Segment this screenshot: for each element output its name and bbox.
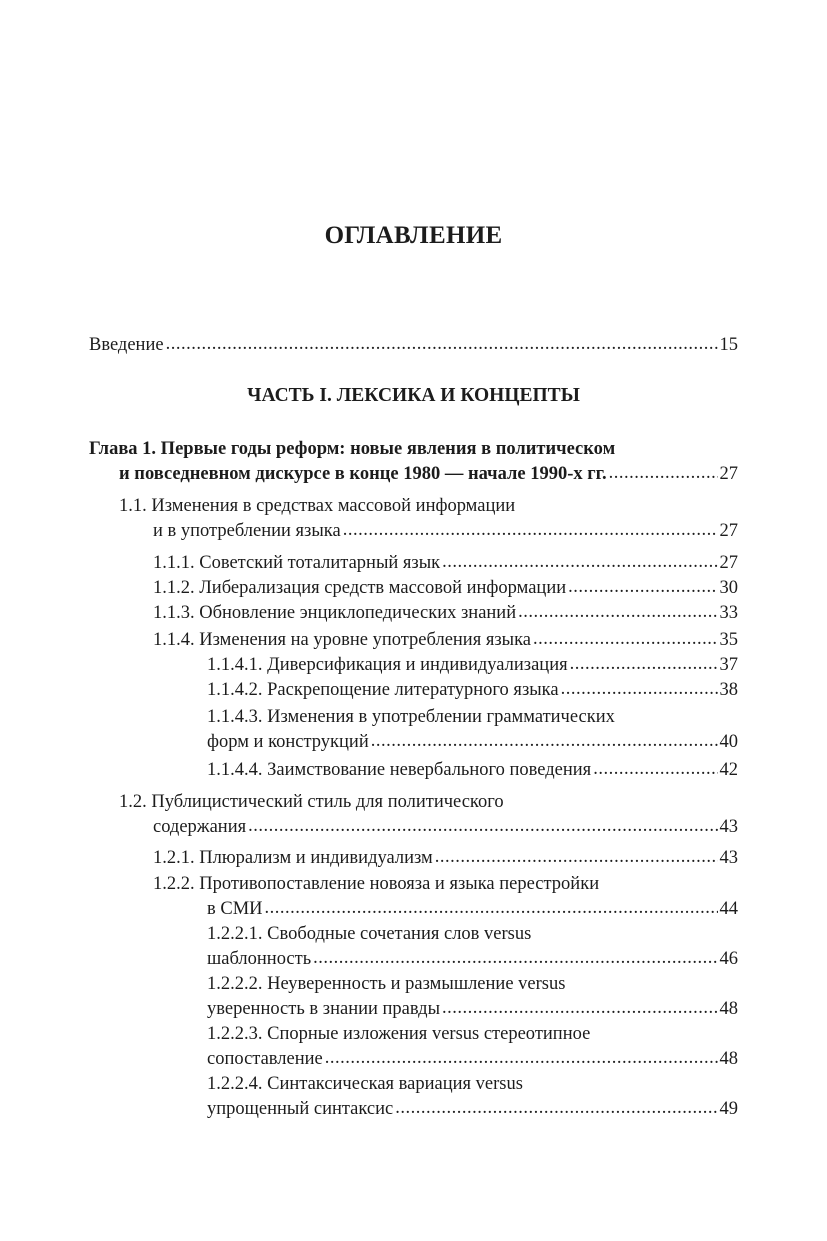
toc-entry-title: 1.1.1. Советский тоталитарный язык	[153, 553, 441, 573]
toc-entry-title-line-2: уверенность в знании правды	[207, 999, 441, 1019]
dot-leader	[435, 845, 718, 870]
dot-leader	[325, 1046, 718, 1071]
toc-entry-1-2-2-2-line-1: 1.2.2.2. Неуверенность и размышление versus	[207, 974, 566, 994]
dot-leader	[166, 332, 718, 357]
toc-entry-1-2-2-1	[207, 947, 738, 972]
toc-page-number: 15	[719, 335, 738, 355]
toc-page-number: 42	[719, 760, 738, 780]
toc-entry-1-1-1	[153, 551, 738, 576]
toc-page-number: 44	[719, 899, 738, 919]
toc-entry-1-2-2	[207, 897, 738, 922]
toc-entry-section-1-1	[153, 519, 738, 544]
dot-leader	[593, 757, 717, 782]
toc-page-number: 37	[719, 655, 738, 675]
toc-page-number: 30	[719, 578, 738, 598]
toc-page-number: 27	[719, 553, 738, 573]
toc-entry-1-2-2-3	[207, 1047, 738, 1072]
toc-entry-1-1-2	[153, 576, 738, 601]
toc-entry-title: 1.1.4. Изменения на уровне употребления языка	[153, 630, 532, 650]
toc-entry-intro	[89, 333, 738, 358]
toc-entry-1-1-4-1	[207, 653, 738, 678]
dot-leader	[561, 677, 718, 702]
dot-leader	[442, 996, 717, 1021]
toc-entry-title-line-2: шаблонность	[207, 949, 312, 969]
section-1-2-title-line-2: содержания	[153, 817, 247, 837]
dot-leader	[533, 627, 717, 652]
chapter-1-title-line-1: Глава 1. Первые годы реформ: новые явления в политическом	[89, 439, 616, 459]
toc-entry-title-line-2: сопоставление	[207, 1049, 323, 1069]
dot-leader	[609, 461, 718, 486]
section-1-2-title-line-1: 1.2. Публицистический стиль для политического	[119, 792, 504, 812]
dot-leader	[371, 729, 718, 754]
toc-page-number: 38	[719, 680, 738, 700]
dot-leader	[265, 896, 718, 921]
toc-page-number: 49	[719, 1099, 738, 1119]
toc-page-number: 48	[719, 999, 738, 1019]
toc-entry-1-1-4-3	[207, 730, 738, 755]
dot-leader	[248, 814, 717, 839]
part-heading: ЧАСТЬ I. ЛЕКСИКА И КОНЦЕПТЫ	[247, 385, 580, 406]
dot-leader	[442, 550, 717, 575]
dot-leader	[568, 575, 717, 600]
toc-entry-title-line-2: в СМИ	[207, 899, 263, 919]
section-1-1-title-line-2: и в употреблении языка	[153, 521, 341, 541]
toc-entry-title-line-2: форм и конструкций	[207, 732, 369, 752]
toc-entry-1-2-2-4	[207, 1097, 738, 1122]
dot-leader	[343, 518, 718, 543]
toc-heading: ОГЛАВЛЕНИЕ	[324, 222, 503, 249]
toc-entry-1-2-2-line-1: 1.2.2. Противопоставление новояза и языка перестройки	[153, 874, 600, 894]
toc-page-number: 48	[719, 1049, 738, 1069]
toc-page-number: 35	[719, 630, 738, 650]
toc-entry-title: 1.1.4.1. Диверсификация и индивидуализация	[207, 655, 568, 675]
toc-page-number: 40	[719, 732, 738, 752]
toc-entry-title: 1.2.1. Плюрализм и индивидуализм	[153, 848, 433, 868]
toc-page-number: 27	[719, 464, 738, 484]
toc-entry-title: 1.1.4.2. Раскрепощение литературного языка	[207, 680, 559, 700]
toc-entry-1-2-2-1-line-1: 1.2.2.1. Свободные сочетания слов versus	[207, 924, 532, 944]
toc-entry-1-1-4	[153, 628, 738, 653]
toc-page-number: 43	[719, 848, 738, 868]
toc-entry-title: 1.1.2. Либерализация средств массовой информации	[153, 578, 567, 598]
dot-leader	[570, 652, 718, 677]
toc-entry-1-1-4-2	[207, 678, 738, 703]
toc-page-number: 33	[719, 603, 738, 623]
dot-leader	[518, 600, 717, 625]
toc-entry-1-1-3	[153, 601, 738, 626]
toc-entry-title-line-2: упрощенный синтаксис	[207, 1099, 394, 1119]
toc-entry-1-1-4-4	[207, 758, 738, 783]
toc-entry-section-1-2	[153, 815, 738, 840]
toc-entry-1-2-2-4-line-1: 1.2.2.4. Синтаксическая вариация versus	[207, 1074, 523, 1094]
toc-entry-1-2-1	[153, 846, 738, 871]
toc-entry-1-1-4-3-line-1: 1.1.4.3. Изменения в употреблении грамматических	[207, 707, 615, 727]
chapter-1-title-line-2: и повседневном дискурсе в конце 1980 — начале 1990-х гг.	[119, 464, 607, 484]
toc-entry-1-2-2-2	[207, 997, 738, 1022]
toc-page-number: 43	[719, 817, 738, 837]
toc-entry-1-2-2-3-line-1: 1.2.2.3. Спорные изложения versus стереотипное	[207, 1024, 591, 1044]
dot-leader	[395, 1096, 717, 1121]
dot-leader	[313, 946, 717, 971]
toc-entry-title: 1.1.3. Обновление энциклопедических знаний	[153, 603, 517, 623]
toc-page-number: 27	[719, 521, 738, 541]
toc-page-number: 46	[719, 949, 738, 969]
section-1-1-title-line-1: 1.1. Изменения в средствах массовой информации	[119, 496, 516, 516]
toc-entry-title: 1.1.4.4. Заимствование невербального поведения	[207, 760, 592, 780]
toc-entry-chapter-1	[119, 462, 738, 487]
toc-entry-title: Введение	[89, 335, 164, 355]
